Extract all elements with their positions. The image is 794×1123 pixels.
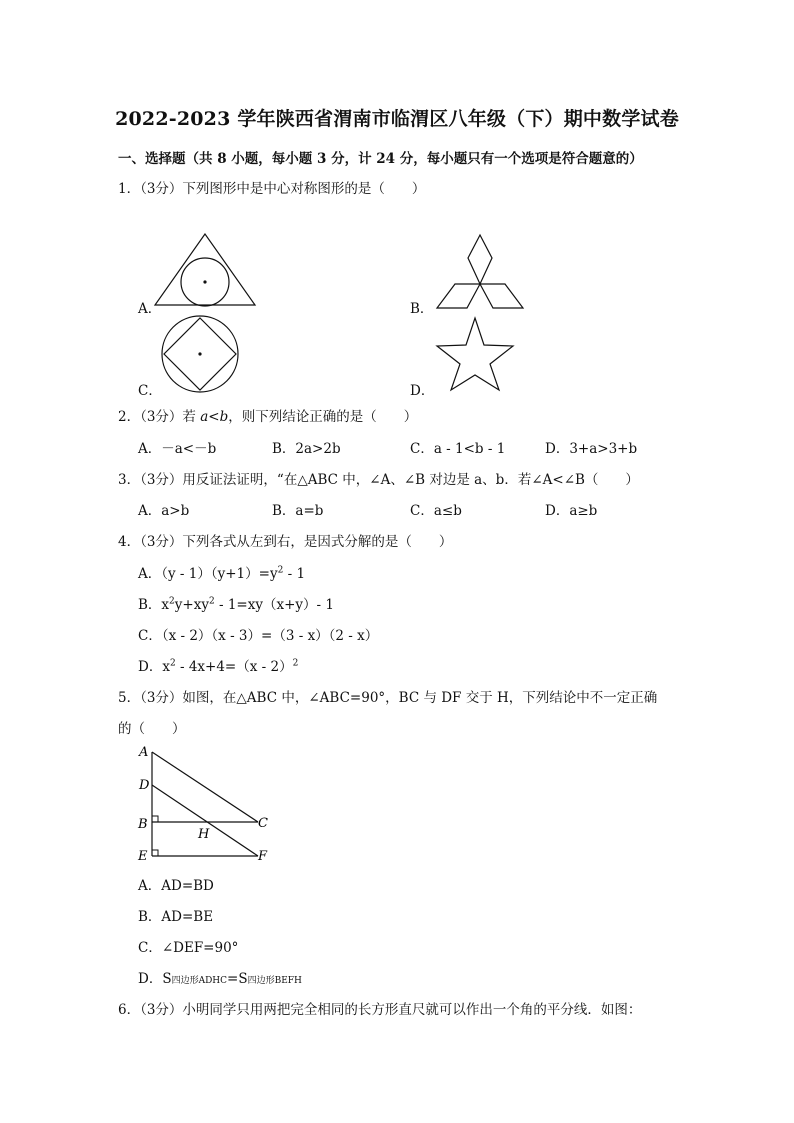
q3-option-c: C．a≤b [410,503,462,519]
q2-option-c: C．a - 1<b - 1 [410,441,506,457]
q2-option-a: A．－a<－b [138,441,217,457]
circle-square-figure [162,316,238,392]
q2-option-b: B．2a>2b [272,441,341,457]
q4-option-c: C．（x - 2）（x - 3）=（3 - x）（2 - x） [138,628,379,644]
q5-option-d [138,967,302,987]
triangle-incircle-figure [155,234,255,306]
q5-option-a: A．AD=BD [138,878,214,894]
q5-d-pre: D．S [138,971,172,987]
question-5-stem-line1: 5．（3分）如图，在△ABC 中，∠ABC=90°，BC 与 DF 交于 H，下列结论中不一定正确 [118,690,658,706]
q1-label-a: A． [138,301,162,317]
q3-option-d: D．a≥b [545,503,598,519]
question-6-stem: 6．（3分）小明同学只用两把完全相同的长方形直尺就可以作出一个角的平分线．如图： [118,1002,642,1018]
question-2-stem [118,405,417,425]
q4-b-exp2: 2 [208,596,215,607]
q4-b-exp1: 2 [169,596,175,607]
section-heading: 一、选择题（共 8 小题，每小题 3 分，计 24 分，每小题只有一个选项是符合题意的） [118,151,643,167]
q5-d-sub2: 四边形BEFH [247,976,302,986]
q4-option-a [138,562,305,582]
q4-b-pre: B．x [138,597,170,613]
q2-stem-post: ，则下列结论正确的是（ ） [228,409,418,425]
q4-option-b [138,593,334,613]
q1-label-b: B． [410,301,434,317]
page-title: 2022-2023 学年陕西省渭南市临渭区八年级（下）期中数学试卷 [115,108,679,130]
q4-b-mid: y+xy [174,597,209,613]
q4-a-main: A．（y - 1）（y+1）=y [138,566,278,582]
q4-d-exp1: 2 [169,658,176,669]
label-A: A [139,745,149,760]
label-E: E [138,849,148,864]
q4-option-d [138,655,298,675]
q4-a-tail: - 1 [283,566,306,582]
label-F: F [258,849,268,864]
q5-option-b: B．AD=BE [138,909,214,925]
q4-d-tail: - 4x+4=（x - 2） [175,659,293,675]
q5-figure [134,740,294,870]
question-1-stem: 1．（3分）下列图形中是中心对称图形的是（ ） [118,181,426,197]
star-figure [437,318,513,390]
label-C: C [258,816,268,831]
q2-stem-var: a<b [200,409,229,425]
q3-option-a: A．a>b [138,503,190,519]
q5-option-c: C．∠DEF=90° [138,940,239,956]
q2-option-d: D．3+a>3+b [545,441,638,457]
label-H: H [198,827,210,842]
q5-d-sub1: 四边形ADHC [171,976,228,986]
question-5-stem-line2: 的（ ） [118,721,186,737]
q2-stem-pre: 2．（3分）若 [118,409,201,425]
q4-d-exp2: 2 [292,658,299,669]
q4-d-pre: D．x [138,659,170,675]
label-B: B [138,817,148,832]
label-D: D [139,778,150,793]
q1-label-d: D． [410,383,435,399]
question-3-stem: 3．（3分）用反证法证明，“在△ABC 中，∠A、∠B 对边是 a、b．若∠A<∠B（ ） [118,472,639,488]
q4-a-exp: 2 [277,565,284,576]
q4-b-tail: - 1=xy（x+y）- 1 [214,597,334,613]
three-rhombus-figure [437,235,523,308]
q5-d-mid: =S [227,971,248,987]
q1-figures [0,228,794,428]
question-4-stem: 4．（3分）下列各式从左到右，是因式分解的是（ ） [118,534,453,550]
q3-option-b: B．a=b [272,503,324,519]
q1-label-c: C． [138,383,162,399]
